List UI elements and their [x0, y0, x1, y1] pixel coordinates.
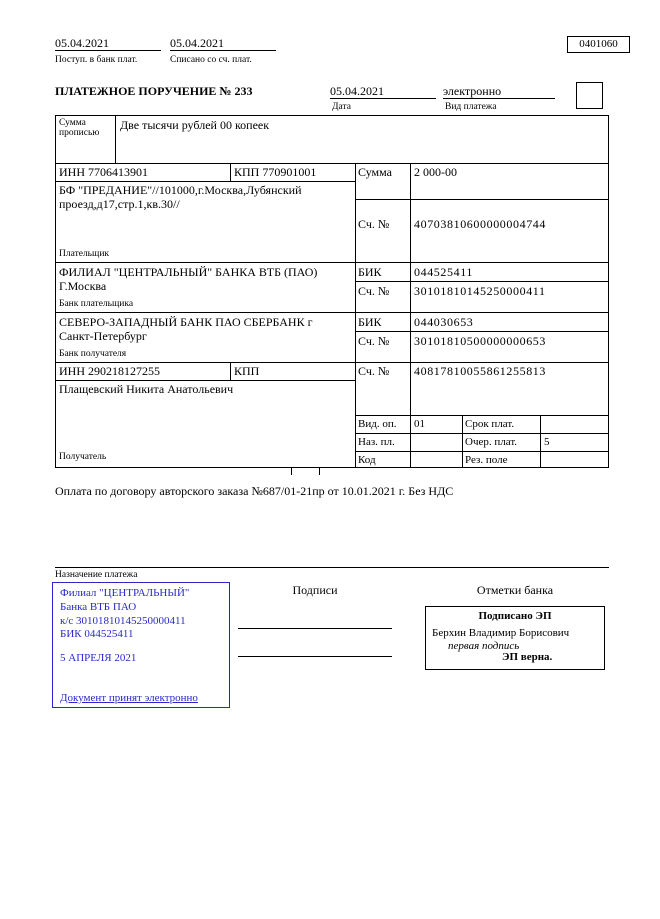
payer-account: 40703810600000004744	[414, 217, 546, 231]
bank-stamp-corr-account: к/с 30101810145250000411	[60, 614, 186, 627]
sum-value: 2 000-00	[414, 165, 457, 179]
payee-inn: ИНН 290218127255	[59, 364, 160, 378]
received-date-field	[55, 36, 161, 51]
border-line	[410, 163, 411, 467]
payee-bank-name: СЕВЕРО-ЗАПАДНЫЙ БАНК ПАО СБЕРБАНК г Санкт-Петербург	[59, 315, 313, 344]
payer-section-label: Плательщик	[59, 249, 110, 259]
bank-stamp	[52, 582, 230, 708]
ocher-plat-value: 5	[544, 436, 550, 448]
border-line	[355, 199, 609, 200]
border-line	[355, 451, 609, 452]
signature-line	[238, 656, 392, 657]
bank-marks-title: Отметки банка	[476, 583, 554, 597]
received-date: 05.04.2021	[55, 36, 109, 50]
border-line	[355, 281, 609, 282]
bank-stamp-bik: БИК 044525411	[60, 628, 134, 641]
payee-name: Плащевский Никита Анатольевич	[59, 382, 234, 396]
esign-verified: ЭП верна.	[502, 651, 553, 663]
payee-bank-section-label: Банк получателя	[59, 349, 127, 359]
status-code-box	[576, 82, 603, 109]
payer-account-label: Сч. №	[358, 217, 390, 231]
border-line	[55, 181, 355, 182]
payee-account-label: Сч. №	[358, 364, 390, 378]
payment-kind-label: Вид платежа	[445, 102, 497, 112]
payee-kpp-label: КПП	[234, 364, 260, 378]
amount-words-value: Две тысячи рублей 00 копеек	[120, 118, 270, 132]
payee-account: 40817810055861255813	[414, 364, 546, 378]
border-line	[55, 312, 609, 313]
payer-bank-bik: 044525411	[414, 265, 473, 279]
payment-kind: электронно	[443, 84, 502, 98]
srok-plat-label: Срок плат.	[465, 418, 515, 430]
payee-bank-bik-label: БИК	[358, 315, 382, 329]
payer-name: БФ "ПРЕДАНИЕ"//101000,г.Москва,Лубянский проезд,д17,стр.1,кв.30//	[59, 183, 302, 212]
payer-bank-section-label: Банк плательщика	[59, 299, 134, 309]
bank-stamp-note: Документ принят электронно	[60, 691, 198, 704]
payer-bank-account-label: Сч. №	[358, 284, 390, 298]
vid-op-value: 01	[414, 418, 425, 430]
form-code-box: 0401060	[567, 36, 630, 53]
debited-date-field	[170, 36, 276, 51]
border-line	[355, 415, 609, 416]
esign-stamp	[425, 606, 605, 670]
purpose-text: Оплата по договору авторского заказа №687/01-21пр от 10.01.2021 г. Без НДС	[55, 484, 454, 498]
payer-bank-name: ФИЛИАЛ "ЦЕНТРАЛЬНЫЙ" БАНКА ВТБ (ПАО) Г.Москва	[59, 265, 318, 294]
purpose-underline	[55, 567, 609, 568]
esign-signer: Берхин Владимир Борисович	[432, 627, 570, 639]
border-line	[230, 163, 231, 181]
payee-bank-bik: 044030653	[414, 315, 474, 329]
naz-pl-label: Наз. пл.	[358, 436, 395, 448]
esign-signature-kind: первая подпись	[448, 640, 520, 652]
border-line	[540, 415, 541, 467]
vid-op-label: Вид. оп.	[358, 418, 397, 430]
signatures-title: Подписи	[292, 583, 338, 597]
document-title: ПЛАТЕЖНОЕ ПОРУЧЕНИЕ № 233	[55, 84, 253, 98]
border-line	[55, 362, 609, 363]
signature-line	[238, 628, 392, 629]
border-line	[355, 433, 609, 434]
payee-bank-account-label: Сч. №	[358, 334, 390, 348]
border-line	[55, 467, 609, 468]
border-line	[55, 380, 355, 381]
tick-mark	[319, 467, 320, 475]
sum-label: Сумма	[358, 165, 392, 179]
border-line	[55, 115, 609, 116]
bank-stamp-name: Филиал "ЦЕНТРАЛЬНЫЙ" Банка ВТБ ПАО	[60, 587, 190, 613]
tick-mark	[291, 467, 292, 475]
border-line	[55, 262, 609, 263]
payment-kind-field	[443, 84, 555, 99]
ocher-plat-label: Очер. плат.	[465, 436, 518, 448]
border-line	[462, 415, 463, 467]
rez-pole-label: Рез. поле	[465, 454, 508, 466]
bank-stamp-date: 5 АПРЕЛЯ 2021	[60, 652, 137, 664]
debited-date: 05.04.2021	[170, 36, 224, 50]
border-line	[230, 362, 231, 380]
payee-section-label: Получатель	[59, 452, 107, 462]
amount-words-label: Сумма прописью	[59, 118, 100, 139]
border-line	[55, 115, 56, 467]
header-date-field	[330, 84, 436, 99]
payer-kpp: КПП 770901001	[234, 165, 317, 179]
payer-bank-account: 30101810145250000411	[414, 284, 546, 298]
purpose-label: Назначение платежа	[55, 570, 138, 580]
payer-bank-bik-label: БИК	[358, 265, 382, 279]
esign-title: Подписано ЭП	[478, 610, 552, 622]
header-date: 05.04.2021	[330, 84, 384, 98]
kod-label: Код	[358, 454, 376, 466]
border-line	[355, 163, 356, 467]
border-line	[55, 163, 609, 164]
debited-date-label: Списано со сч. плат.	[170, 55, 252, 65]
border-line	[115, 115, 116, 163]
border-line	[355, 331, 609, 332]
header-date-label: Дата	[332, 102, 351, 112]
payee-bank-account: 30101810500000000653	[414, 334, 546, 348]
received-date-label: Поступ. в банк плат.	[55, 55, 138, 65]
payer-inn: ИНН 7706413901	[59, 165, 148, 179]
